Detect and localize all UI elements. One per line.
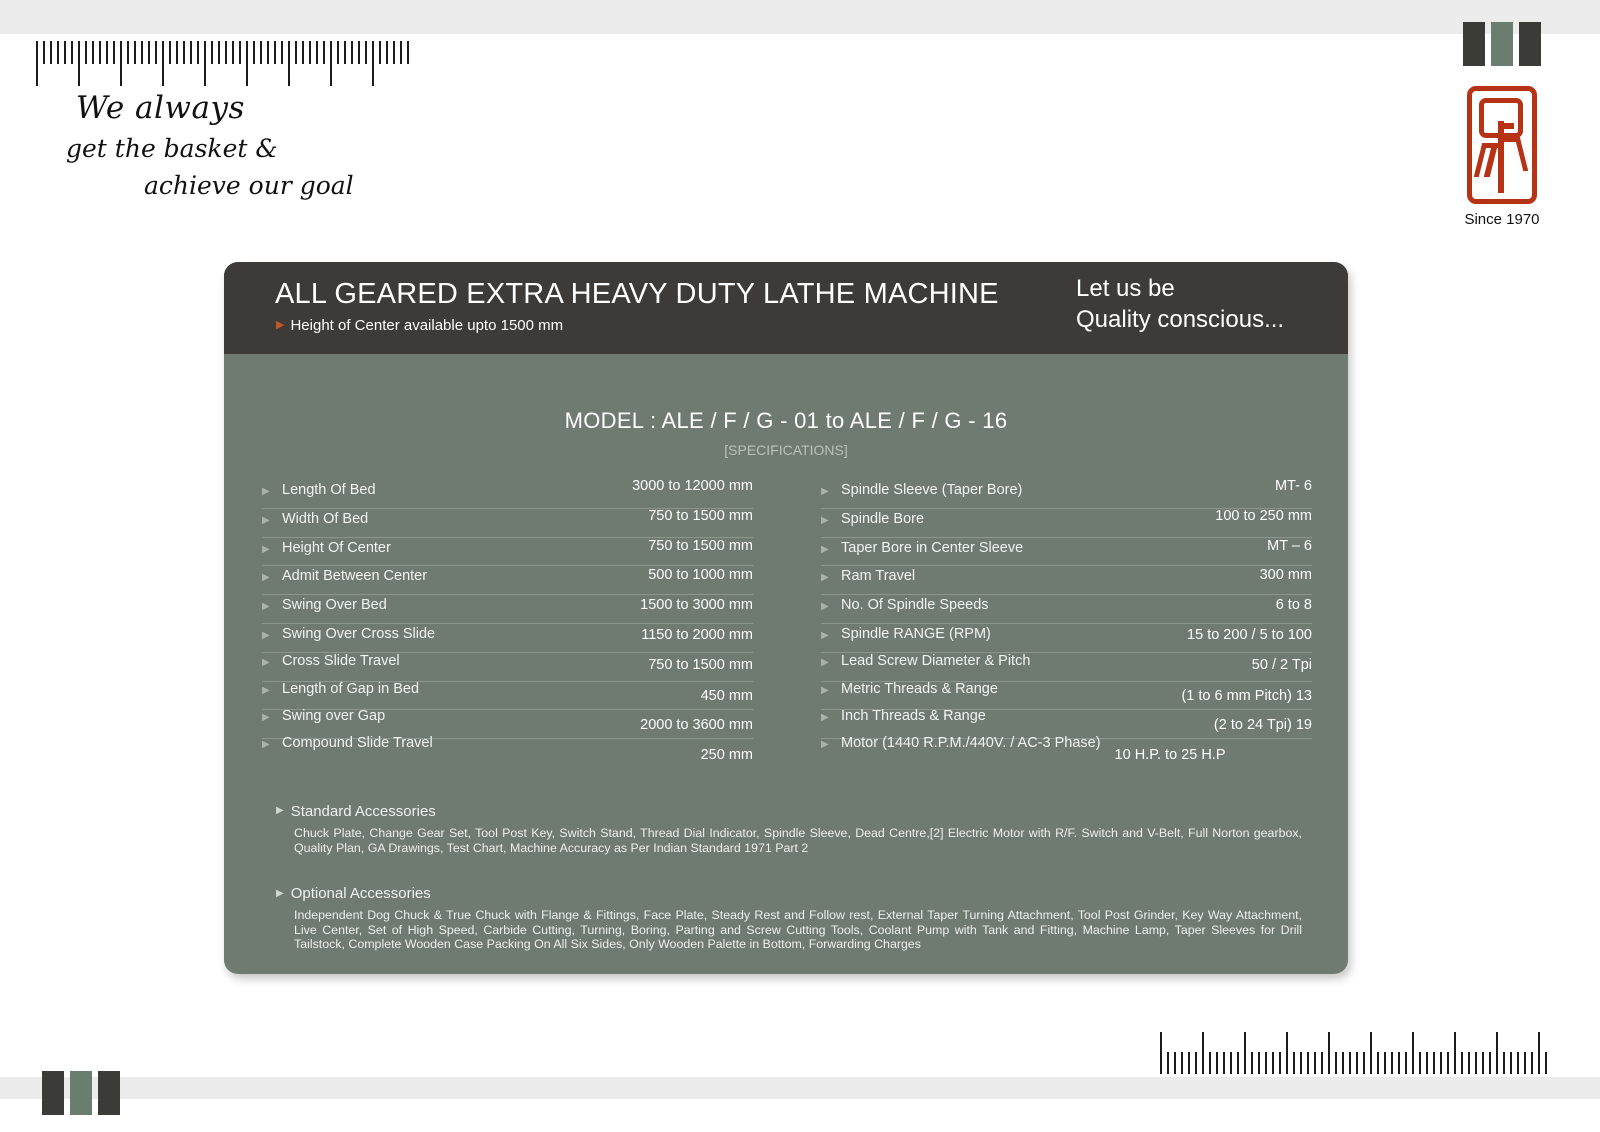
ruler-tick bbox=[204, 41, 206, 86]
ruler-tick bbox=[57, 41, 59, 64]
ruler-tick bbox=[330, 41, 332, 86]
ruler-tick bbox=[1279, 1052, 1281, 1074]
ruler-tick bbox=[1286, 1032, 1288, 1074]
triangle-right-icon: ▶ bbox=[276, 887, 284, 899]
ruler-tick bbox=[295, 41, 297, 64]
ruler-tick bbox=[1482, 1052, 1484, 1074]
spec-row bbox=[821, 538, 1312, 567]
spec-row bbox=[262, 509, 753, 538]
ruler-tick bbox=[1377, 1052, 1379, 1074]
triangle-right-icon: ▶ bbox=[821, 629, 829, 641]
ruler-tick bbox=[1517, 1052, 1519, 1074]
spec-value: (2 to 24 Tpi) 19 bbox=[1213, 717, 1312, 734]
ruler-tick bbox=[211, 41, 213, 64]
ruler-tick bbox=[400, 41, 402, 64]
triangle-right-icon: ▶ bbox=[262, 629, 270, 641]
ruler-tick bbox=[1328, 1032, 1330, 1074]
ruler-tick bbox=[1307, 1052, 1309, 1074]
spec-label: Taper Bore in Center Sleeve bbox=[841, 539, 1024, 556]
tri-bars-icon bbox=[1432, 22, 1572, 66]
triangle-right-icon: ▶ bbox=[262, 514, 270, 526]
ruler-tick bbox=[1524, 1052, 1526, 1074]
ruler-tick bbox=[281, 41, 283, 64]
model-line: MODEL : ALE / F / G - 01 to ALE / F / G - 16 bbox=[564, 408, 1008, 433]
ruler-tick bbox=[1398, 1052, 1400, 1074]
spec-row bbox=[821, 595, 1312, 624]
standard-accessories-title bbox=[276, 803, 1310, 820]
spec-value: 750 to 1500 mm bbox=[648, 537, 753, 554]
spec-label: Spindle RANGE (RPM) bbox=[841, 625, 991, 642]
ruler-decoration-top bbox=[36, 41, 414, 86]
triangle-right-icon: ▶ bbox=[262, 656, 270, 668]
ruler-tick bbox=[36, 41, 38, 86]
ruler-tick bbox=[169, 41, 171, 64]
spec-row bbox=[821, 682, 1312, 711]
ruler-tick bbox=[1384, 1052, 1386, 1074]
ruler-tick bbox=[1321, 1052, 1323, 1074]
spec-label: No. Of Spindle Speeds bbox=[841, 597, 989, 614]
specifications-label: [SPECIFICATIONS] bbox=[724, 442, 848, 458]
ruler-tick bbox=[1202, 1032, 1204, 1074]
ruler-tick bbox=[1230, 1052, 1232, 1074]
spec-row bbox=[821, 480, 1312, 509]
ruler-tick bbox=[1363, 1052, 1365, 1074]
ruler-tick bbox=[386, 41, 388, 64]
triangle-right-icon: ▶ bbox=[821, 601, 829, 613]
ruler-tick bbox=[1489, 1052, 1491, 1074]
bottom-band bbox=[0, 1077, 1600, 1099]
spec-label: Length of Gap in Bed bbox=[282, 680, 420, 697]
spec-label: Admit Between Center bbox=[282, 568, 428, 585]
ruler-tick bbox=[155, 41, 157, 64]
ruler-tick bbox=[323, 41, 325, 64]
triangle-right-icon: ▶ bbox=[821, 514, 829, 526]
ruler-tick bbox=[106, 41, 108, 64]
ruler-tick bbox=[1412, 1032, 1414, 1074]
spec-value: 500 to 1000 mm bbox=[648, 567, 753, 584]
spec-value: 1150 to 2000 mm bbox=[641, 626, 753, 643]
spec-label: Metric Threads & Range bbox=[841, 680, 998, 697]
ruler-tick bbox=[1251, 1052, 1253, 1074]
standard-accessories-text: Chuck Plate, Change Gear Set, Tool Post Key, Switch Stand, Thread Dial Indicator, Spindle Sleeve, Dead Centre,[2] Electric Motor with R/F. Switch and V-Belt, Full Norton gearbox, Quality Plan, GA Drawings, Test Chart, Machine Accuracy as Per Indian Standard 1971 Part 2 bbox=[294, 825, 1302, 855]
company-slogan bbox=[66, 90, 486, 200]
ruler-tick bbox=[1475, 1052, 1477, 1074]
slogan-line-2: get the basket & bbox=[66, 134, 278, 163]
triangle-right-icon: ▶ bbox=[276, 805, 284, 817]
ruler-decoration-bottom bbox=[1160, 1032, 1552, 1074]
ruler-tick bbox=[176, 41, 178, 64]
tagline-line-1: Let us be bbox=[1076, 275, 1175, 302]
ruler-tick bbox=[85, 41, 87, 64]
spec-label: Spindle Sleeve (Taper Bore) bbox=[841, 482, 1023, 498]
ruler-tick bbox=[1335, 1052, 1337, 1074]
spec-label: Swing Over Bed bbox=[282, 597, 387, 614]
optional-accessories-block bbox=[224, 885, 1348, 952]
spec-value: 750 to 1500 mm bbox=[648, 656, 753, 673]
ruler-tick bbox=[372, 41, 374, 86]
ruler-tick bbox=[260, 41, 262, 64]
triangle-right-icon: ▶ bbox=[262, 543, 270, 555]
spec-value: 2000 to 3600 mm bbox=[640, 717, 753, 734]
spec-value: 10 H.P. to 25 H.P bbox=[1114, 747, 1226, 764]
specifications-column-right bbox=[821, 480, 1312, 767]
ruler-tick bbox=[393, 41, 395, 64]
triangle-right-icon: ▶ bbox=[821, 656, 829, 668]
ruler-tick bbox=[1468, 1052, 1470, 1074]
ruler-tick bbox=[1258, 1052, 1260, 1074]
ruler-tick bbox=[1391, 1052, 1393, 1074]
spec-row bbox=[821, 509, 1312, 538]
spec-row bbox=[821, 653, 1312, 682]
triangle-right-icon: ▶ bbox=[276, 319, 285, 331]
ruler-tick bbox=[225, 41, 227, 64]
ruler-tick bbox=[1440, 1052, 1442, 1074]
spec-row bbox=[262, 682, 753, 711]
tri-bars-icon-bottom bbox=[42, 1071, 120, 1115]
ruler-tick bbox=[1349, 1052, 1351, 1074]
ruler-tick bbox=[1503, 1052, 1505, 1074]
standard-accessories-title-text: Standard Accessories bbox=[290, 802, 436, 820]
ruler-tick bbox=[1293, 1052, 1295, 1074]
ruler-tick bbox=[1160, 1032, 1162, 1074]
slogan-line-1: We always bbox=[76, 90, 245, 126]
ruler-tick bbox=[1370, 1032, 1372, 1074]
spec-value: 50 / 2 Tpi bbox=[1251, 656, 1312, 673]
ruler-tick bbox=[288, 41, 290, 86]
ruler-tick bbox=[1188, 1052, 1190, 1074]
ruler-tick bbox=[1314, 1052, 1316, 1074]
ruler-tick bbox=[78, 41, 80, 86]
ruler-tick bbox=[1405, 1052, 1407, 1074]
spec-label: Length Of Bed bbox=[282, 482, 376, 498]
ruler-tick bbox=[92, 41, 94, 64]
ruler-tick bbox=[379, 41, 381, 64]
spec-label: Ram Travel bbox=[841, 568, 916, 585]
ruler-tick bbox=[50, 41, 52, 64]
ruler-tick bbox=[337, 41, 339, 64]
ruler-tick bbox=[351, 41, 353, 64]
optional-accessories-title bbox=[276, 885, 1310, 902]
spec-label: Inch Threads & Range bbox=[841, 708, 986, 725]
ruler-tick bbox=[141, 41, 143, 64]
ruler-tick bbox=[43, 41, 45, 64]
standard-accessories-block bbox=[224, 803, 1348, 855]
spec-row bbox=[262, 566, 753, 595]
triangle-right-icon: ▶ bbox=[262, 739, 270, 751]
ruler-tick bbox=[253, 41, 255, 64]
spec-row bbox=[262, 595, 753, 624]
ruler-tick bbox=[1426, 1052, 1428, 1074]
ruler-tick bbox=[99, 41, 101, 64]
optional-accessories-title-text: Optional Accessories bbox=[290, 885, 431, 903]
ruler-tick bbox=[246, 41, 248, 86]
ruler-tick bbox=[358, 41, 360, 64]
ruler-tick bbox=[64, 41, 66, 64]
ruler-tick bbox=[162, 41, 164, 86]
ruler-tick bbox=[1538, 1032, 1540, 1074]
ruler-tick bbox=[148, 41, 150, 64]
ruler-tick bbox=[1300, 1052, 1302, 1074]
ruler-tick bbox=[316, 41, 318, 64]
spec-value: 6 to 8 bbox=[1275, 597, 1312, 614]
spec-label: Motor (1440 R.P.M./440V. / AC-3 Phase) bbox=[841, 735, 1101, 752]
ruler-tick bbox=[365, 41, 367, 64]
triangle-right-icon: ▶ bbox=[262, 712, 270, 724]
ruler-tick bbox=[1454, 1032, 1456, 1074]
panel-header bbox=[224, 262, 1348, 354]
spec-label: Spindle Bore bbox=[841, 510, 925, 527]
ruler-tick bbox=[1447, 1052, 1449, 1074]
spec-value: 3000 to 12000 mm bbox=[632, 478, 753, 494]
ruler-tick bbox=[1272, 1052, 1274, 1074]
ruler-tick bbox=[1342, 1052, 1344, 1074]
ruler-tick bbox=[183, 41, 185, 64]
ruler-tick bbox=[1265, 1052, 1267, 1074]
ruler-tick bbox=[190, 41, 192, 64]
spec-value: 250 mm bbox=[700, 747, 753, 764]
spec-row bbox=[821, 566, 1312, 595]
slogan-line-3: achieve our goal bbox=[144, 171, 354, 200]
since-label: Since 1970 bbox=[1464, 211, 1540, 228]
spec-value: MT- 6 bbox=[1274, 478, 1312, 494]
tagline-line-2: Quality conscious... bbox=[1076, 305, 1285, 333]
brand-block bbox=[1432, 22, 1572, 228]
triangle-right-icon: ▶ bbox=[821, 486, 829, 497]
ruler-tick bbox=[267, 41, 269, 64]
header-subtitle bbox=[276, 317, 563, 334]
specifications-columns bbox=[224, 480, 1348, 767]
ruler-tick bbox=[1216, 1052, 1218, 1074]
ruler-tick bbox=[1419, 1052, 1421, 1074]
spec-value: 450 mm bbox=[700, 687, 753, 704]
spec-row bbox=[262, 480, 753, 509]
ruler-tick bbox=[274, 41, 276, 64]
ruler-tick bbox=[1531, 1052, 1533, 1074]
ruler-tick bbox=[197, 41, 199, 64]
ruler-tick bbox=[1545, 1052, 1547, 1074]
ruler-tick bbox=[407, 41, 409, 64]
ruler-tick bbox=[1223, 1052, 1225, 1074]
spec-label: Height Of Center bbox=[282, 539, 391, 556]
ruler-tick bbox=[239, 41, 241, 64]
triangle-right-icon: ▶ bbox=[821, 543, 829, 555]
spec-label: Lead Screw Diameter & Pitch bbox=[841, 652, 1031, 669]
ruler-tick bbox=[134, 41, 136, 64]
ruler-tick bbox=[344, 41, 346, 64]
ruler-tick bbox=[120, 41, 122, 86]
spec-label: Width Of Bed bbox=[282, 510, 369, 527]
spec-row bbox=[262, 624, 753, 653]
triangle-right-icon: ▶ bbox=[821, 739, 829, 751]
ruler-tick bbox=[127, 41, 129, 64]
spec-row bbox=[821, 624, 1312, 653]
header-tagline bbox=[1076, 274, 1326, 335]
spec-value: (1 to 6 mm Pitch) 13 bbox=[1181, 687, 1312, 704]
spec-value: 300 mm bbox=[1259, 567, 1312, 584]
triangle-right-icon: ▶ bbox=[262, 601, 270, 613]
ruler-tick bbox=[309, 41, 311, 64]
triangle-right-icon: ▶ bbox=[262, 486, 270, 497]
spec-value: 100 to 250 mm bbox=[1215, 507, 1312, 524]
ruler-tick bbox=[232, 41, 234, 64]
ruler-tick bbox=[1244, 1032, 1246, 1074]
optional-accessories-text: Independent Dog Chuck & True Chuck with Flange & Fittings, Face Plate, Steady Rest and Follow rest, External Taper Turning Attachment, Tool Post Grinder, Key Way Attachment, Live Center, Set of High Speed, Carbide Cutting, Turning, Boring, Parting and Screw Cutting Tools, Coolant Pump with Tank and Fitting, Machine Lamp, Taper Sleeves for Drill Tailstock, Complete Wooden Case Packing On All Six Sides, Only Wooden Palette in Bottom, Forwarding Charges bbox=[294, 908, 1302, 952]
ruler-tick bbox=[1461, 1052, 1463, 1074]
ruler-tick bbox=[1181, 1052, 1183, 1074]
triangle-right-icon: ▶ bbox=[821, 684, 829, 696]
header-subtitle-text: Height of Center available upto 1500 mm bbox=[290, 317, 564, 334]
ruler-tick bbox=[1433, 1052, 1435, 1074]
top-band bbox=[0, 0, 1600, 34]
ruler-tick bbox=[1237, 1052, 1239, 1074]
spec-row bbox=[821, 735, 1312, 767]
ruler-tick bbox=[113, 41, 115, 64]
ruler-tick bbox=[218, 41, 220, 64]
ruler-tick bbox=[71, 41, 73, 64]
spec-label: Swing over Gap bbox=[282, 708, 386, 725]
spec-row bbox=[262, 735, 753, 767]
spec-label: Swing Over Cross Slide bbox=[282, 625, 436, 642]
spec-label: Compound Slide Travel bbox=[282, 735, 433, 752]
ruler-tick bbox=[302, 41, 304, 64]
ruler-tick bbox=[1356, 1052, 1358, 1074]
ruler-tick bbox=[1195, 1052, 1197, 1074]
ruler-tick bbox=[1209, 1052, 1211, 1074]
spec-value: 15 to 200 / 5 to 100 bbox=[1187, 626, 1312, 643]
spec-value: 1500 to 3000 mm bbox=[640, 597, 753, 614]
triangle-right-icon: ▶ bbox=[821, 712, 829, 724]
specifications-column-left bbox=[262, 480, 753, 767]
qmp-logo-icon bbox=[1467, 86, 1537, 204]
triangle-right-icon: ▶ bbox=[262, 572, 270, 584]
spec-panel bbox=[224, 262, 1348, 974]
spec-row bbox=[262, 653, 753, 682]
spec-value: 750 to 1500 mm bbox=[648, 507, 753, 524]
ruler-tick bbox=[1167, 1052, 1169, 1074]
triangle-right-icon: ▶ bbox=[821, 572, 829, 584]
spec-row bbox=[262, 538, 753, 567]
spec-label: Cross Slide Travel bbox=[282, 652, 400, 669]
ruler-tick bbox=[1510, 1052, 1512, 1074]
ruler-tick bbox=[1174, 1052, 1176, 1074]
spec-value: MT – 6 bbox=[1267, 537, 1312, 554]
page-title: ALL GEARED EXTRA HEAVY DUTY LATHE MACHINE bbox=[275, 278, 999, 310]
ruler-tick bbox=[1496, 1032, 1498, 1074]
triangle-right-icon: ▶ bbox=[262, 684, 270, 696]
